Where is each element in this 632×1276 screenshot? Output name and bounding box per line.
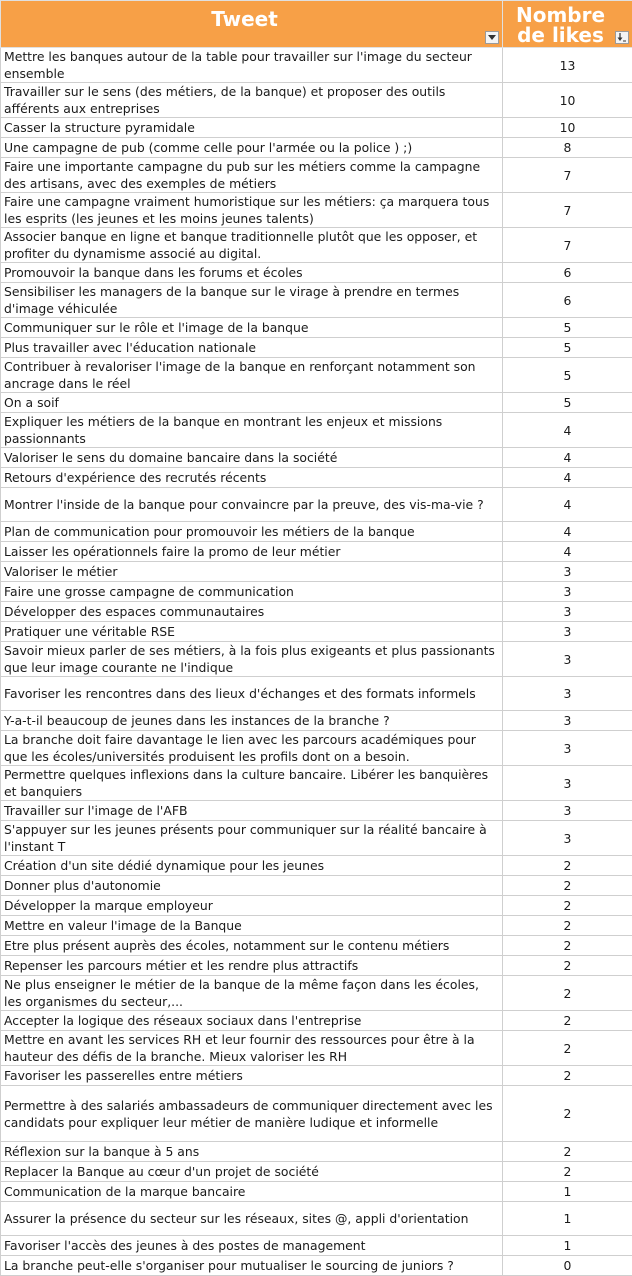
likes-column-header bbox=[503, 1, 632, 48]
tweet-cell[interactable]: La branche doit faire davantage le lien avec les parcours académiques pour que les écoles/universités produisent les profils dont on a besoin. bbox=[1, 731, 503, 766]
table-row bbox=[1, 1142, 632, 1162]
tweet-cell[interactable]: Montrer l'inside de la banque pour convaincre par la preuve, des vis-ma-vie ? bbox=[1, 488, 503, 522]
table-row bbox=[1, 821, 632, 856]
likes-cell[interactable]: 6 bbox=[503, 263, 632, 283]
table-row bbox=[1, 542, 632, 562]
table-row bbox=[1, 1256, 632, 1276]
tweet-cell[interactable]: Mettre en valeur l'image de la Banque bbox=[1, 916, 503, 936]
tweet-cell[interactable]: Faire une grosse campagne de communication bbox=[1, 582, 503, 602]
table-row bbox=[1, 413, 632, 448]
tweet-cell[interactable]: Pratiquer une véritable RSE bbox=[1, 622, 503, 642]
table-row bbox=[1, 48, 632, 83]
tweet-cell[interactable]: Communiquer sur le rôle et l'image de la banque bbox=[1, 318, 503, 338]
likes-cell[interactable]: 3 bbox=[503, 622, 632, 642]
table-row bbox=[1, 358, 632, 393]
tweet-cell[interactable]: Permettre quelques inflexions dans la culture bancaire. Libérer les banquières et banquiers bbox=[1, 766, 503, 801]
tweet-cell[interactable]: Etre plus présent auprès des écoles, notamment sur le contenu métiers bbox=[1, 936, 503, 956]
table-row bbox=[1, 448, 632, 468]
likes-cell[interactable]: 2 bbox=[503, 1142, 632, 1162]
likes-cell[interactable]: 3 bbox=[503, 801, 632, 821]
table-row bbox=[1, 1031, 632, 1066]
tweet-cell[interactable]: Mettre les banques autour de la table pour travailler sur l'image du secteur ensemble bbox=[1, 48, 503, 83]
likes-cell[interactable]: 1 bbox=[503, 1236, 632, 1256]
likes-cell[interactable]: 4 bbox=[503, 488, 632, 522]
table-row bbox=[1, 1011, 632, 1031]
tweet-cell[interactable]: Y-a-t-il beaucoup de jeunes dans les instances de la branche ? bbox=[1, 711, 503, 731]
likes-cell[interactable]: 2 bbox=[503, 1031, 632, 1066]
tweet-cell[interactable]: Sensibiliser les managers de la banque sur le virage à prendre en termes d'image véhiculée bbox=[1, 283, 503, 318]
table-row bbox=[1, 228, 632, 263]
likes-cell[interactable]: 13 bbox=[503, 48, 632, 83]
tweet-header-label: Tweet bbox=[1, 9, 502, 29]
likes-cell[interactable]: 4 bbox=[503, 468, 632, 488]
table-row bbox=[1, 468, 632, 488]
likes-cell[interactable]: 2 bbox=[503, 1066, 632, 1086]
likes-cell[interactable]: 3 bbox=[503, 821, 632, 856]
sort-descending-icon bbox=[617, 33, 627, 42]
tweet-column-header bbox=[1, 1, 503, 48]
likes-cell[interactable]: 7 bbox=[503, 158, 632, 193]
tweet-cell[interactable]: Retours d'expérience des recrutés récents bbox=[1, 468, 503, 488]
tweet-cell[interactable]: S'appuyer sur les jeunes présents pour communiquer sur la réalité bancaire à l'instant T bbox=[1, 821, 503, 856]
tweet-cell[interactable]: Plan de communication pour promouvoir les métiers de la banque bbox=[1, 522, 503, 542]
likes-cell[interactable]: 5 bbox=[503, 393, 632, 413]
table-row bbox=[1, 522, 632, 542]
tweet-cell[interactable]: Casser la structure pyramidale bbox=[1, 118, 503, 138]
likes-cell[interactable]: 2 bbox=[503, 1011, 632, 1031]
tweet-cell[interactable]: Travailler sur le sens (des métiers, de la banque) et proposer des outils afférents aux entreprises bbox=[1, 83, 503, 118]
likes-cell[interactable]: 3 bbox=[503, 731, 632, 766]
likes-cell[interactable]: 4 bbox=[503, 413, 632, 448]
likes-cell[interactable]: 5 bbox=[503, 338, 632, 358]
likes-cell[interactable]: 4 bbox=[503, 522, 632, 542]
likes-cell[interactable]: 2 bbox=[503, 936, 632, 956]
table-row bbox=[1, 766, 632, 801]
tweet-cell[interactable]: Valoriser le métier bbox=[1, 562, 503, 582]
tweet-cell[interactable]: Une campagne de pub (comme celle pour l'armée ou la police ) ;) bbox=[1, 138, 503, 158]
table-row bbox=[1, 83, 632, 118]
likes-cell[interactable]: 3 bbox=[503, 677, 632, 711]
tweet-cell[interactable]: Favoriser les rencontres dans des lieux d'échanges et des formats informels bbox=[1, 677, 503, 711]
table-row bbox=[1, 956, 632, 976]
table-row bbox=[1, 896, 632, 916]
tweet-cell[interactable]: Assurer la présence du secteur sur les réseaux, sites @, appli d'orientation bbox=[1, 1202, 503, 1236]
table-row bbox=[1, 193, 632, 228]
likes-cell[interactable]: 10 bbox=[503, 83, 632, 118]
likes-header-label: Nombre de likes bbox=[503, 3, 632, 45]
table-row bbox=[1, 916, 632, 936]
tweet-filter-button[interactable] bbox=[485, 31, 499, 44]
table-row bbox=[1, 677, 632, 711]
table-row bbox=[1, 118, 632, 138]
tweet-cell[interactable]: Favoriser l'accès des jeunes à des postes de management bbox=[1, 1236, 503, 1256]
tweet-cell[interactable]: Laisser les opérationnels faire la promo de leur métier bbox=[1, 542, 503, 562]
table-row bbox=[1, 318, 632, 338]
table-row bbox=[1, 1236, 632, 1256]
tweet-cell[interactable]: Promouvoir la banque dans les forums et écoles bbox=[1, 263, 503, 283]
likes-cell[interactable]: 10 bbox=[503, 118, 632, 138]
tweet-cell[interactable]: Accepter la logique des réseaux sociaux dans l'entreprise bbox=[1, 1011, 503, 1031]
likes-cell[interactable]: 2 bbox=[503, 956, 632, 976]
tweet-cell[interactable]: Plus travailler avec l'éducation nationale bbox=[1, 338, 503, 358]
tweet-cell[interactable]: Développer la marque employeur bbox=[1, 896, 503, 916]
likes-cell[interactable]: 3 bbox=[503, 711, 632, 731]
table-row bbox=[1, 731, 632, 766]
table-row bbox=[1, 936, 632, 956]
table-row bbox=[1, 602, 632, 622]
table-row bbox=[1, 856, 632, 876]
table-row bbox=[1, 1086, 632, 1142]
tweet-cell[interactable]: Savoir mieux parler de ses métiers, à la fois plus exigeants et plus passionants que leur image courante ne l'indique bbox=[1, 642, 503, 677]
likes-cell[interactable]: 2 bbox=[503, 976, 632, 1011]
table-row bbox=[1, 158, 632, 193]
table-row bbox=[1, 1182, 632, 1202]
likes-cell[interactable]: 8 bbox=[503, 138, 632, 158]
table-row bbox=[1, 1066, 632, 1086]
likes-cell[interactable]: 1 bbox=[503, 1202, 632, 1236]
likes-cell[interactable]: 3 bbox=[503, 642, 632, 677]
likes-cell[interactable]: 7 bbox=[503, 228, 632, 263]
tweet-cell[interactable]: Travailler sur l'image de l'AFB bbox=[1, 801, 503, 821]
tweet-cell[interactable]: Associer banque en ligne et banque traditionnelle plutôt que les opposer, et profiter du dynamisme associé au digital. bbox=[1, 228, 503, 263]
table-row bbox=[1, 562, 632, 582]
tweet-cell[interactable]: Développer des espaces communautaires bbox=[1, 602, 503, 622]
table-row bbox=[1, 1162, 632, 1182]
table-row bbox=[1, 138, 632, 158]
likes-cell[interactable]: 3 bbox=[503, 602, 632, 622]
tweet-cell[interactable]: Replacer la Banque au cœur d'un projet de société bbox=[1, 1162, 503, 1182]
likes-cell[interactable]: 3 bbox=[503, 766, 632, 801]
likes-cell[interactable]: 5 bbox=[503, 358, 632, 393]
table-row bbox=[1, 1202, 632, 1236]
tweet-cell[interactable]: Faire une campagne vraiment humoristique sur les métiers: ça marquera tous les esprits (les jeunes et les moins jeunes talents) bbox=[1, 193, 503, 228]
header-row bbox=[1, 1, 632, 48]
likes-cell[interactable]: 5 bbox=[503, 318, 632, 338]
tweet-cell[interactable]: Favoriser les passerelles entre métiers bbox=[1, 1066, 503, 1086]
table-row bbox=[1, 876, 632, 896]
table-row bbox=[1, 976, 632, 1011]
likes-cell[interactable]: 3 bbox=[503, 582, 632, 602]
likes-cell[interactable]: 4 bbox=[503, 542, 632, 562]
likes-cell[interactable]: 7 bbox=[503, 193, 632, 228]
tweet-cell[interactable]: Mettre en avant les services RH et leur fournir des ressources pour être à la hauteur des défis de la branche. Mieux valoriser les RH bbox=[1, 1031, 503, 1066]
tweet-cell[interactable]: Permettre à des salariés ambassadeurs de communiquer directement avec les candidats pour expliquer leur métier de manière ludique et informelle bbox=[1, 1086, 503, 1142]
tweet-cell[interactable]: Ne plus enseigner le métier de la banque de la même façon dans les écoles, les organismes du secteur,... bbox=[1, 976, 503, 1011]
tweet-cell[interactable]: Faire une importante campagne du pub sur les métiers comme la campagne des artisans, avec des exemples de métiers bbox=[1, 158, 503, 193]
likes-cell[interactable]: 2 bbox=[503, 1086, 632, 1142]
table-row bbox=[1, 488, 632, 522]
tweet-cell[interactable]: Repenser les parcours métier et les rendre plus attractifs bbox=[1, 956, 503, 976]
table-row bbox=[1, 582, 632, 602]
likes-cell[interactable]: 2 bbox=[503, 876, 632, 896]
table-row bbox=[1, 393, 632, 413]
likes-cell[interactable]: 2 bbox=[503, 916, 632, 936]
table-row bbox=[1, 711, 632, 731]
tweet-cell[interactable]: Contribuer à revaloriser l'image de la banque en renforçant notamment son ancrage dans le réel bbox=[1, 358, 503, 393]
likes-cell[interactable]: 2 bbox=[503, 1162, 632, 1182]
dropdown-arrow-icon bbox=[488, 35, 496, 40]
tweet-cell[interactable]: La branche peut-elle s'organiser pour mutualiser le sourcing de juniors ? bbox=[1, 1256, 503, 1276]
likes-sort-filter-button[interactable] bbox=[615, 31, 629, 44]
table-row bbox=[1, 642, 632, 677]
tweet-cell[interactable]: Création d'un site dédié dynamique pour les jeunes bbox=[1, 856, 503, 876]
likes-cell[interactable]: 3 bbox=[503, 562, 632, 582]
likes-cell[interactable]: 6 bbox=[503, 283, 632, 318]
tweet-cell[interactable]: Valoriser le sens du domaine bancaire dans la société bbox=[1, 448, 503, 468]
tweet-cell[interactable]: Donner plus d'autonomie bbox=[1, 876, 503, 896]
table-row bbox=[1, 622, 632, 642]
likes-cell[interactable]: 2 bbox=[503, 856, 632, 876]
tweet-cell[interactable]: On a soif bbox=[1, 393, 503, 413]
likes-cell[interactable]: 2 bbox=[503, 896, 632, 916]
tweet-cell[interactable]: Communication de la marque bancaire bbox=[1, 1182, 503, 1202]
likes-cell[interactable]: 4 bbox=[503, 448, 632, 468]
tweet-cell[interactable]: Réflexion sur la banque à 5 ans bbox=[1, 1142, 503, 1162]
likes-cell[interactable]: 0 bbox=[503, 1256, 632, 1276]
table-row bbox=[1, 338, 632, 358]
table-row bbox=[1, 283, 632, 318]
table-row bbox=[1, 801, 632, 821]
table-row bbox=[1, 263, 632, 283]
tweet-cell[interactable]: Expliquer les métiers de la banque en montrant les enjeux et missions passionnants bbox=[1, 413, 503, 448]
likes-cell[interactable]: 1 bbox=[503, 1182, 632, 1202]
